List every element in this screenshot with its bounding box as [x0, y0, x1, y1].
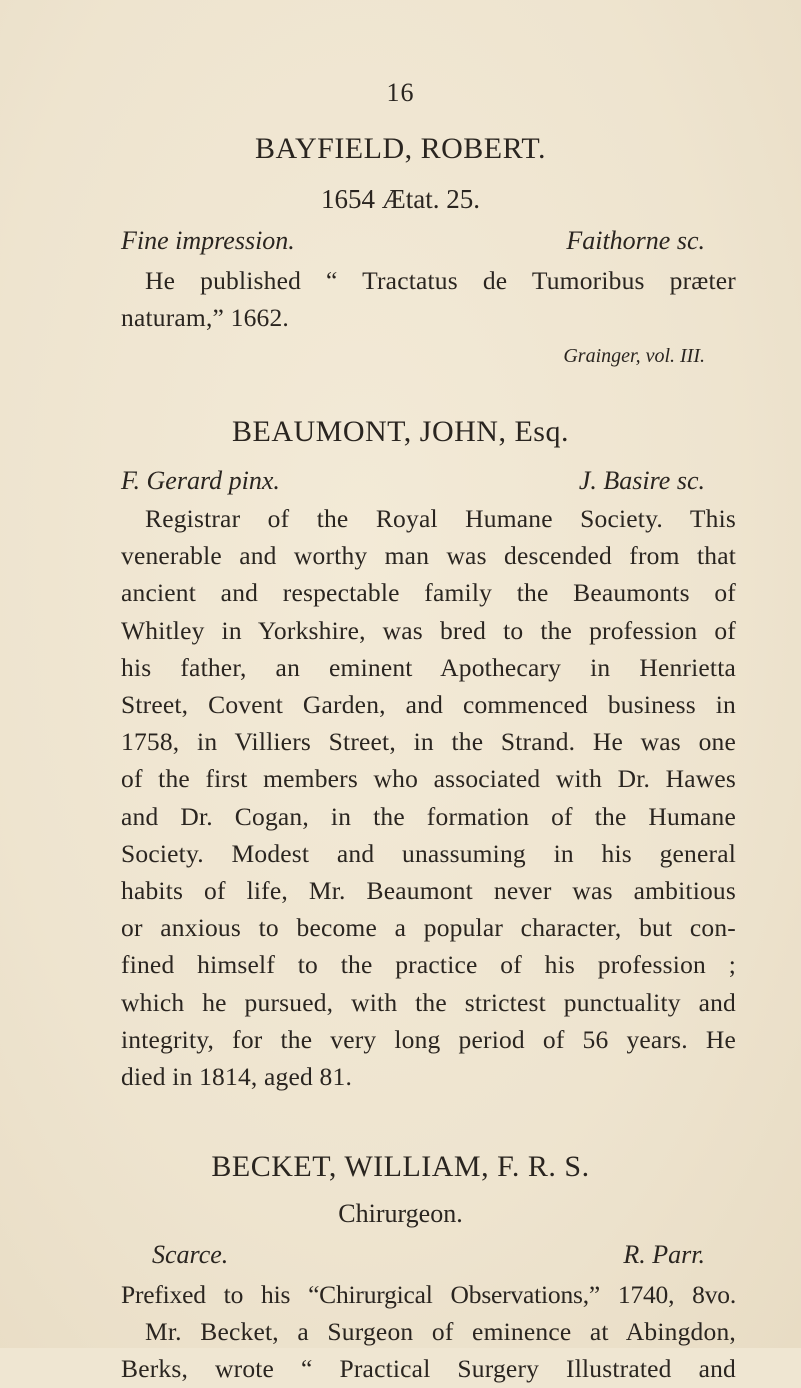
text-line: Mr. Becket, a Surgeon of eminence at Abingdon, — [145, 1317, 736, 1347]
text-line: Street, Covent Garden, and commenced business in — [121, 690, 736, 720]
text-line: 1758, in Villiers Street, in the Strand. He was one — [121, 727, 736, 757]
text-line: died in 1814, aged 81. — [121, 1062, 353, 1092]
quality-note-bayfield: Fine impression. — [121, 226, 295, 255]
text-line: Prefixed to his “Chirurgical Observations,” 1740, 8vo. — [121, 1280, 736, 1309]
entry-subline-bayfield: 1654 Ætat. 25. — [321, 184, 480, 214]
text-line: integrity, for the very long period of 56 years. He — [121, 1024, 736, 1054]
entry-text-beaumont — [121, 500, 736, 1095]
text-line: habits of life, Mr. Beaumont never was ambitious — [121, 876, 736, 906]
painter-credit-beaumont: F. Gerard pinx. — [121, 466, 280, 495]
text-line: and Dr. Cogan, in the formation of the Humane — [121, 801, 736, 831]
text-line: naturam,” 1662. — [121, 303, 289, 333]
entry-text-bayfield — [121, 262, 736, 336]
text-line: or anxious to become a popular character, but con- — [121, 913, 736, 943]
text-line: Berks, wrote “ Practical Surgery Illustrated and — [121, 1354, 736, 1384]
engraver-credit-beaumont: J. Basire sc. — [578, 466, 705, 495]
reference-bayfield: Grainger, vol. III. — [563, 345, 705, 367]
entry-subline-becket: Chirurgeon. — [338, 1199, 463, 1228]
entry-heading-beaumont: BEAUMONT, JOHN, Esq. — [232, 415, 569, 448]
text-line: venerable and worthy man was descended from that — [121, 541, 736, 571]
text-line: Whitley in Yorkshire, was bred to the profession of — [121, 615, 736, 645]
text-line: which he pursued, with the strictest punctuality and — [121, 987, 736, 1017]
text-line: Society. Modest and unassuming in his general — [121, 838, 736, 868]
quality-note-becket: Scarce. — [152, 1240, 229, 1269]
page-number: 16 — [386, 78, 415, 107]
entry-heading-bayfield: BAYFIELD, ROBERT. — [255, 132, 546, 165]
text-line: of the first members who associated with Dr. Hawes — [121, 764, 736, 794]
text-line: ancient and respectable family the Beaumonts of — [121, 578, 736, 608]
entry-heading-becket: BECKET, WILLIAM, F. R. S. — [211, 1150, 590, 1183]
text-line: his father, an eminent Apothecary in Henrietta — [121, 652, 736, 682]
text-line: fined himself to the practice of his profession ; — [121, 950, 736, 980]
text-line: He published “ Tractatus de Tumoribus præter — [145, 266, 736, 295]
engraver-credit-bayfield: Faithorne sc. — [566, 226, 705, 255]
text-line: Registrar of the Royal Humane Society. This — [145, 504, 736, 533]
engraver-credit-becket: R. Parr. — [623, 1240, 705, 1269]
entry-text-becket — [121, 1276, 736, 1388]
